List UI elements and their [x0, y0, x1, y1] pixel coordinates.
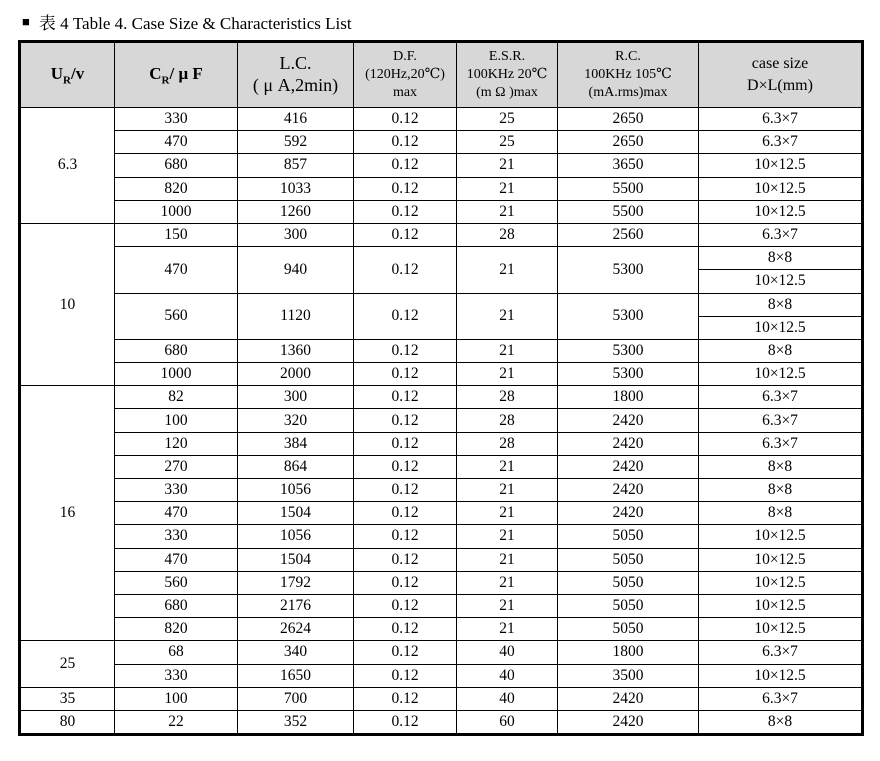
table-row [20, 363, 863, 386]
cell-leakage-current: 1360 [238, 339, 354, 362]
cell-capacitance: 680 [115, 154, 238, 177]
cell-capacitance: 820 [115, 177, 238, 200]
cell-esr: 28 [457, 409, 558, 432]
header-rc-line3: (mA.rms)max [588, 85, 668, 101]
table-row [20, 571, 863, 594]
cell-ripple-current: 1800 [558, 386, 699, 409]
header-esr-line1: E.S.R. [488, 48, 526, 64]
cell-dissipation-factor: 0.12 [354, 409, 457, 432]
cell-esr: 21 [457, 548, 558, 571]
header-ripple-current [558, 42, 699, 108]
header-rc-line1: R.C. [615, 48, 641, 64]
cell-esr: 28 [457, 386, 558, 409]
cell-ripple-current: 2420 [558, 502, 699, 525]
table-row [20, 108, 863, 131]
cell-case-size: 6.3×7 [699, 687, 863, 710]
cell-capacitance: 1000 [115, 363, 238, 386]
header-case-line2: D×L(mm) [747, 77, 813, 94]
table-row [20, 525, 863, 548]
cell-capacitance: 560 [115, 571, 238, 594]
cell-case-size: 10×12.5 [699, 571, 863, 594]
cell-esr: 28 [457, 432, 558, 455]
table-row [20, 548, 863, 571]
header-ur-sub: R [63, 74, 71, 87]
table-row [20, 594, 863, 617]
cell-dissipation-factor: 0.12 [354, 339, 457, 362]
cell-leakage-current: 300 [238, 223, 354, 246]
cell-capacitance: 1000 [115, 200, 238, 223]
cell-dissipation-factor: 0.12 [354, 223, 457, 246]
cell-esr: 21 [457, 339, 558, 362]
header-esr-line2: 100KHz 20℃ [466, 66, 548, 82]
cell-leakage-current: 1033 [238, 177, 354, 200]
cell-voltage: 6.3 [20, 108, 115, 224]
cell-voltage: 25 [20, 641, 115, 687]
table-title-text: 表 4 Table 4. Case Size & Characteristics List [38, 14, 352, 33]
cell-case-size: 10×12.5 [699, 664, 863, 687]
table-row [20, 177, 863, 200]
header-df-line2: (120Hz,20℃) [365, 66, 445, 82]
cell-capacitance: 270 [115, 455, 238, 478]
table-row [20, 687, 863, 710]
table-row [20, 664, 863, 687]
header-rated-voltage [20, 42, 115, 108]
header-cr-sub: R [161, 74, 170, 87]
cell-esr: 28 [457, 223, 558, 246]
table-row [20, 131, 863, 154]
cell-capacitance: 470 [115, 502, 238, 525]
cell-case-size: 6.3×7 [699, 108, 863, 131]
cell-leakage-current: 1056 [238, 525, 354, 548]
table-row [20, 339, 863, 362]
cell-case-size: 6.3×7 [699, 409, 863, 432]
cell-esr: 21 [457, 594, 558, 617]
cell-leakage-current: 340 [238, 641, 354, 664]
cell-capacitance: 330 [115, 479, 238, 502]
cell-ripple-current: 3500 [558, 664, 699, 687]
cell-capacitance: 68 [115, 641, 238, 664]
cell-leakage-current: 320 [238, 409, 354, 432]
table-body [20, 108, 863, 735]
cell-ripple-current: 5500 [558, 200, 699, 223]
cell-voltage: 10 [20, 223, 115, 385]
cell-esr: 21 [457, 293, 558, 339]
header-ur-rest: /v [71, 63, 85, 83]
cell-leakage-current: 864 [238, 455, 354, 478]
cell-dissipation-factor: 0.12 [354, 525, 457, 548]
cell-esr: 21 [457, 618, 558, 641]
cell-dissipation-factor: 0.12 [354, 247, 457, 293]
cell-esr: 40 [457, 664, 558, 687]
cell-leakage-current: 2000 [238, 363, 354, 386]
cell-capacitance: 470 [115, 247, 238, 293]
cell-case-size: 10×12.5 [699, 548, 863, 571]
cell-esr: 21 [457, 479, 558, 502]
cell-case-size: 8×8 [699, 293, 863, 316]
cell-dissipation-factor: 0.12 [354, 131, 457, 154]
cell-dissipation-factor: 0.12 [354, 432, 457, 455]
table-row [20, 293, 863, 316]
cell-dissipation-factor: 0.12 [354, 479, 457, 502]
cell-esr: 60 [457, 710, 558, 734]
cell-case-size: 6.3×7 [699, 131, 863, 154]
cell-leakage-current: 1120 [238, 293, 354, 339]
cell-voltage: 80 [20, 710, 115, 734]
cell-leakage-current: 300 [238, 386, 354, 409]
cell-ripple-current: 5050 [558, 548, 699, 571]
cell-dissipation-factor: 0.12 [354, 664, 457, 687]
cell-case-size: 10×12.5 [699, 154, 863, 177]
cell-capacitance: 100 [115, 409, 238, 432]
table-row [20, 409, 863, 432]
cell-ripple-current: 5300 [558, 339, 699, 362]
cell-ripple-current: 2650 [558, 131, 699, 154]
table-row [20, 502, 863, 525]
cell-dissipation-factor: 0.12 [354, 571, 457, 594]
cell-dissipation-factor: 0.12 [354, 154, 457, 177]
header-dissipation-factor [354, 42, 457, 108]
cell-dissipation-factor: 0.12 [354, 455, 457, 478]
cell-case-size: 8×8 [699, 247, 863, 270]
cell-dissipation-factor: 0.12 [354, 502, 457, 525]
header-lc-line1: L.C. [279, 53, 312, 74]
cell-leakage-current: 2176 [238, 594, 354, 617]
cell-dissipation-factor: 0.12 [354, 641, 457, 664]
table-row [20, 223, 863, 246]
case-size-characteristics-table [18, 40, 864, 736]
cell-leakage-current: 384 [238, 432, 354, 455]
cell-ripple-current: 2420 [558, 479, 699, 502]
cell-leakage-current: 1056 [238, 479, 354, 502]
header-df-line3: max [392, 85, 418, 101]
cell-ripple-current: 5500 [558, 177, 699, 200]
table-row [20, 618, 863, 641]
cell-ripple-current: 2650 [558, 108, 699, 131]
cell-dissipation-factor: 0.12 [354, 548, 457, 571]
cell-ripple-current: 2420 [558, 710, 699, 734]
cell-dissipation-factor: 0.12 [354, 293, 457, 339]
cell-capacitance: 22 [115, 710, 238, 734]
cell-case-size: 6.3×7 [699, 386, 863, 409]
table-row [20, 247, 863, 270]
cell-capacitance: 470 [115, 131, 238, 154]
header-row [20, 42, 863, 108]
cell-esr: 21 [457, 363, 558, 386]
cell-capacitance: 680 [115, 594, 238, 617]
cell-esr: 25 [457, 131, 558, 154]
cell-case-size: 10×12.5 [699, 594, 863, 617]
cell-esr: 21 [457, 200, 558, 223]
cell-leakage-current: 1504 [238, 502, 354, 525]
cell-esr: 40 [457, 641, 558, 664]
header-case-size [699, 42, 863, 108]
section-bullet-icon: ■ [22, 14, 30, 29]
cell-dissipation-factor: 0.12 [354, 200, 457, 223]
cell-capacitance: 120 [115, 432, 238, 455]
cell-capacitance: 330 [115, 664, 238, 687]
cell-voltage: 16 [20, 386, 115, 641]
cell-esr: 21 [457, 455, 558, 478]
cell-leakage-current: 416 [238, 108, 354, 131]
cell-ripple-current: 5300 [558, 293, 699, 339]
cell-leakage-current: 352 [238, 710, 354, 734]
cell-ripple-current: 5050 [558, 594, 699, 617]
table-title [0, 0, 880, 40]
cell-dissipation-factor: 0.12 [354, 177, 457, 200]
cell-capacitance: 100 [115, 687, 238, 710]
header-ur-base: U [50, 63, 64, 83]
cell-case-size: 10×12.5 [699, 525, 863, 548]
cell-leakage-current: 1650 [238, 664, 354, 687]
cell-case-size: 10×12.5 [699, 618, 863, 641]
cell-esr: 21 [457, 154, 558, 177]
header-esr [457, 42, 558, 108]
cell-case-size: 10×12.5 [699, 200, 863, 223]
cell-ripple-current: 1800 [558, 641, 699, 664]
cell-dissipation-factor: 0.12 [354, 594, 457, 617]
cell-leakage-current: 857 [238, 154, 354, 177]
cell-ripple-current: 5050 [558, 571, 699, 594]
cell-ripple-current: 5050 [558, 525, 699, 548]
cell-capacitance: 150 [115, 223, 238, 246]
cell-case-size: 8×8 [699, 479, 863, 502]
cell-capacitance: 470 [115, 548, 238, 571]
cell-case-size: 10×12.5 [699, 363, 863, 386]
cell-case-size: 8×8 [699, 339, 863, 362]
cell-leakage-current: 1260 [238, 200, 354, 223]
header-esr-line3: (m Ω )max [476, 85, 538, 101]
cell-dissipation-factor: 0.12 [354, 710, 457, 734]
table-row [20, 455, 863, 478]
table-header [20, 42, 863, 108]
cell-ripple-current: 5050 [558, 618, 699, 641]
cell-case-size: 8×8 [699, 502, 863, 525]
table-row [20, 386, 863, 409]
cell-esr: 21 [457, 247, 558, 293]
cell-capacitance: 680 [115, 339, 238, 362]
cell-leakage-current: 940 [238, 247, 354, 293]
cell-leakage-current: 1504 [238, 548, 354, 571]
cell-dissipation-factor: 0.12 [354, 363, 457, 386]
cell-case-size: 6.3×7 [699, 641, 863, 664]
cell-dissipation-factor: 0.12 [354, 618, 457, 641]
cell-case-size: 6.3×7 [699, 223, 863, 246]
table-row [20, 479, 863, 502]
table-row [20, 154, 863, 177]
table-row [20, 641, 863, 664]
cell-capacitance: 560 [115, 293, 238, 339]
cell-dissipation-factor: 0.12 [354, 687, 457, 710]
cell-dissipation-factor: 0.12 [354, 108, 457, 131]
header-cr-rest: / μ F [169, 63, 203, 83]
cell-ripple-current: 5300 [558, 247, 699, 293]
cell-ripple-current: 5300 [558, 363, 699, 386]
header-case-line1: case size [751, 55, 809, 73]
cell-capacitance: 330 [115, 525, 238, 548]
cell-leakage-current: 592 [238, 131, 354, 154]
cell-esr: 21 [457, 502, 558, 525]
cell-case-size: 10×12.5 [699, 270, 863, 293]
cell-ripple-current: 2560 [558, 223, 699, 246]
cell-ripple-current: 2420 [558, 432, 699, 455]
header-df-line1: D.F. [393, 48, 417, 64]
cell-case-size: 10×12.5 [699, 177, 863, 200]
cell-esr: 25 [457, 108, 558, 131]
cell-ripple-current: 2420 [558, 409, 699, 432]
cell-leakage-current: 700 [238, 687, 354, 710]
cell-ripple-current: 3650 [558, 154, 699, 177]
header-leakage-current [238, 42, 354, 108]
header-capacitance [115, 42, 238, 108]
header-lc-line2: ( μ A,2min) [252, 75, 339, 95]
cell-case-size: 6.3×7 [699, 432, 863, 455]
cell-esr: 21 [457, 571, 558, 594]
cell-case-size: 8×8 [699, 710, 863, 734]
header-rc-line2: 100KHz 105℃ [584, 66, 672, 82]
table-row [20, 432, 863, 455]
cell-dissipation-factor: 0.12 [354, 386, 457, 409]
cell-esr: 21 [457, 525, 558, 548]
table-row [20, 200, 863, 223]
cell-ripple-current: 2420 [558, 687, 699, 710]
cell-ripple-current: 2420 [558, 455, 699, 478]
cell-leakage-current: 2624 [238, 618, 354, 641]
cell-esr: 40 [457, 687, 558, 710]
header-cr-base: C [149, 63, 162, 83]
cell-voltage: 35 [20, 687, 115, 710]
cell-capacitance: 82 [115, 386, 238, 409]
cell-case-size: 8×8 [699, 455, 863, 478]
cell-esr: 21 [457, 177, 558, 200]
cell-case-size: 10×12.5 [699, 316, 863, 339]
cell-capacitance: 330 [115, 108, 238, 131]
cell-capacitance: 820 [115, 618, 238, 641]
cell-leakage-current: 1792 [238, 571, 354, 594]
table-row [20, 710, 863, 734]
